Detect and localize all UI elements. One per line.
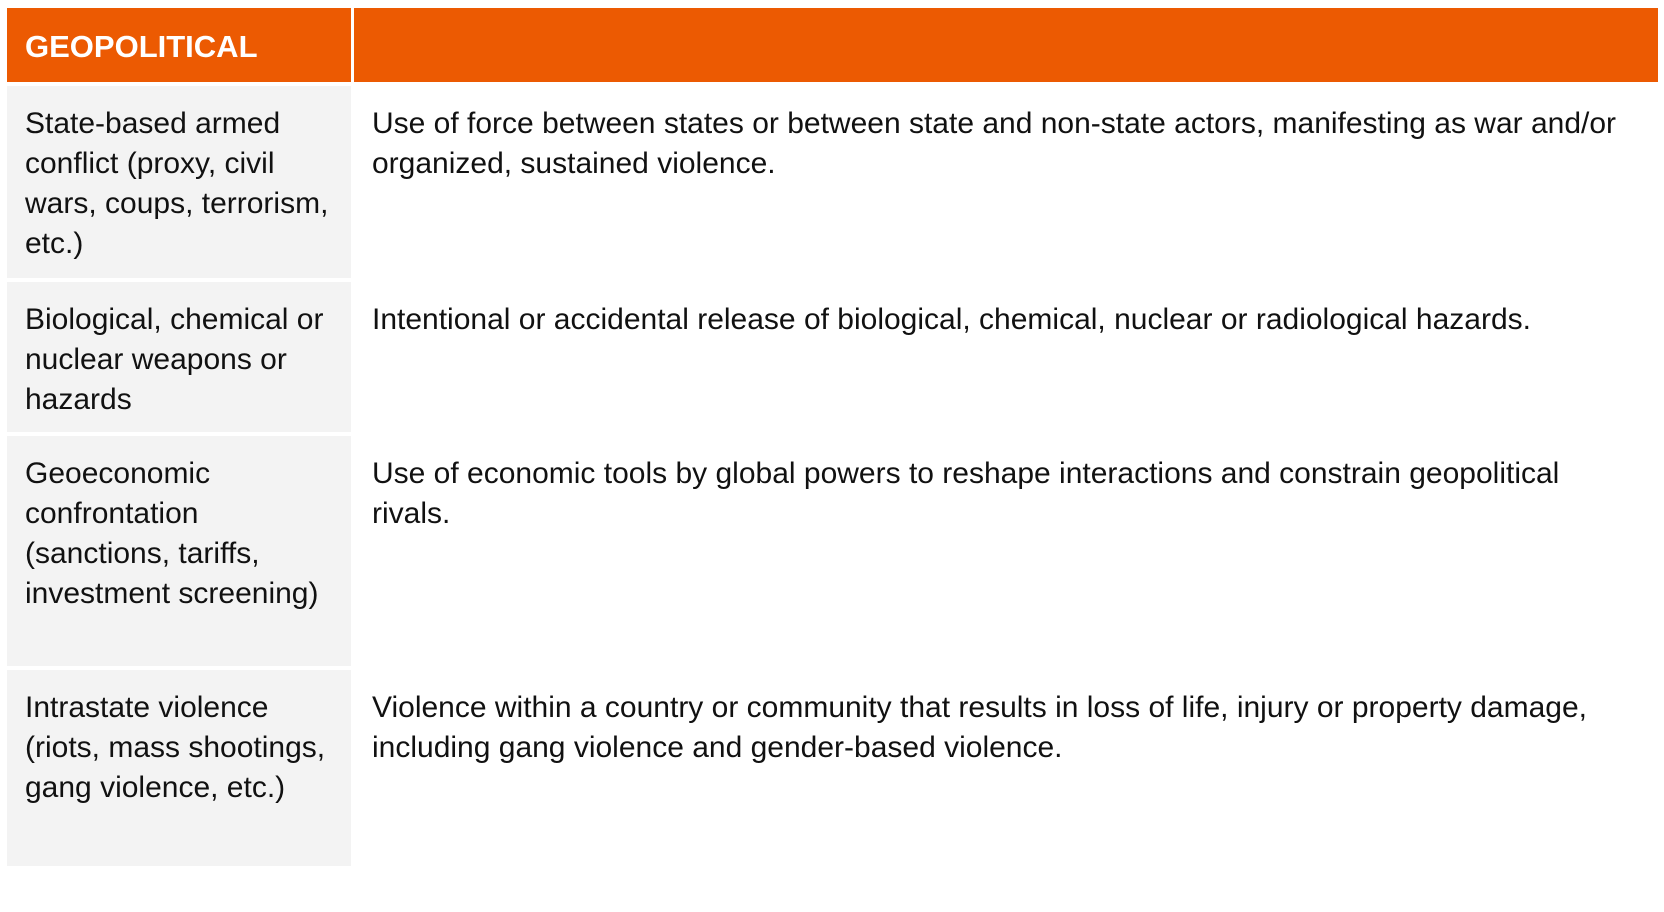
row-description-intrastate-violence: Violence within a country or community that results in loss of life, injury or property damage, including gang violence and gender-based violence. xyxy=(354,670,1658,866)
row-term-intrastate-violence: Intrastate violence (riots, mass shootings, gang violence, etc.) xyxy=(7,670,351,866)
row-description-state-based-armed-conflict: Use of force between states or between state and non-state actors, manifesting as war and/or organized, sustained violence. xyxy=(354,86,1658,278)
row-term-geoeconomic-confrontation: Geoeconomic confrontation (sanctions, tariffs, investment screening) xyxy=(7,436,351,666)
row-description-geoeconomic-confrontation: Use of economic tools by global powers to reshape interactions and constrain geopolitical rivals. xyxy=(354,436,1658,666)
row-term-state-based-armed-conflict: State-based armed conflict (proxy, civil wars, coups, terrorism, etc.) xyxy=(7,86,351,278)
risk-definitions-table xyxy=(7,8,1658,866)
table-header-description xyxy=(354,8,1658,82)
row-term-biological-chemical-nuclear: Biological, chemical or nuclear weapons or hazards xyxy=(7,282,351,432)
table-header-category: GEOPOLITICAL xyxy=(7,8,351,82)
row-description-biological-chemical-nuclear: Intentional or accidental release of biological, chemical, nuclear or radiological hazards. xyxy=(354,282,1658,432)
